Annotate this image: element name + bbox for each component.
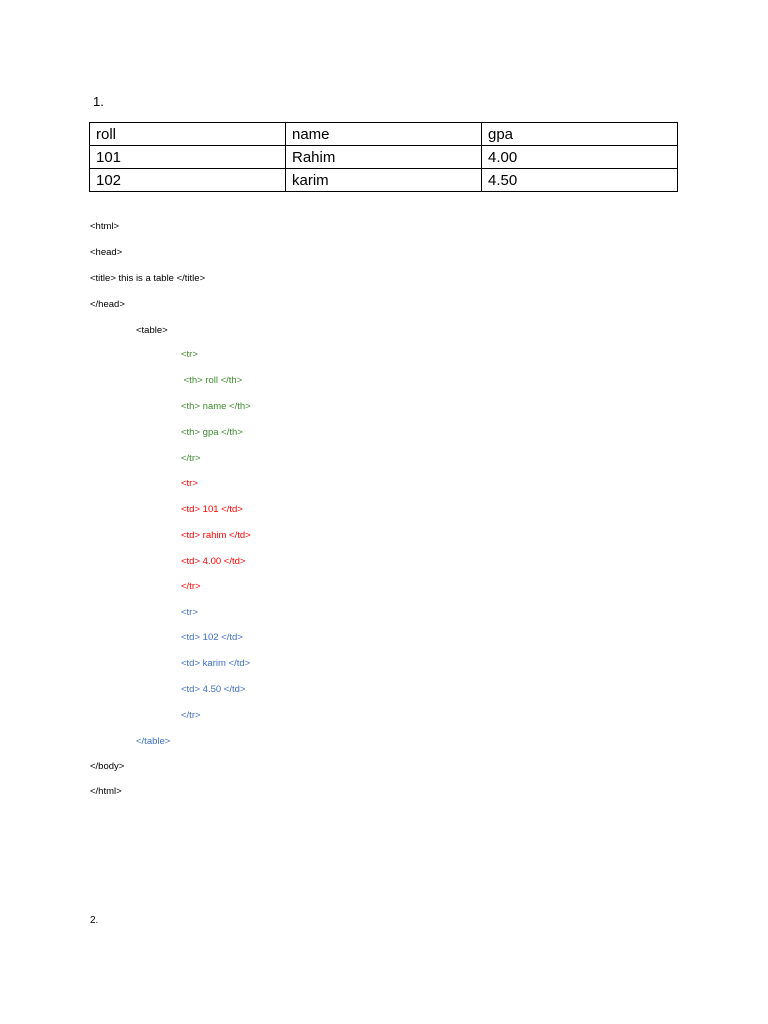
code-line-head-close: </head> [90, 299, 125, 310]
code-line-tr-open: <tr> [181, 478, 198, 489]
code-line-td-karim: <td> karim </td> [181, 658, 251, 669]
header-cell-roll: roll [90, 123, 286, 146]
code-line-title: <title> this is a table </title> [90, 273, 206, 284]
table-cell: Rahim [286, 146, 482, 169]
code-line-td-102: <td> 102 </td> [181, 632, 243, 643]
code-line-head-open: <head> [90, 247, 123, 258]
table-cell: 4.00 [482, 146, 678, 169]
code-line-html-close: </html> [90, 786, 122, 797]
code-line-tr-open: <tr> [181, 607, 198, 618]
table-row [90, 169, 678, 192]
table-cell: 101 [90, 146, 286, 169]
code-line-tr-close: </tr> [181, 581, 201, 592]
code-line-th-name: <th> name </th> [181, 401, 251, 412]
code-line-td-101: <td> 101 </td> [181, 504, 243, 515]
code-line-tr-close: </tr> [181, 453, 201, 464]
code-line-tr-open: <tr> [181, 349, 198, 360]
header-cell-gpa: gpa [482, 123, 678, 146]
code-line-html-open: <html> [90, 221, 120, 232]
code-line-td-400: <td> 4.00 </td> [181, 556, 246, 567]
code-line-td-450: <td> 4.50 </td> [181, 684, 246, 695]
code-line-td-rahim: <td> rahim </td> [181, 530, 251, 541]
table-header-row [90, 123, 678, 146]
code-line-body-close: </body> [90, 761, 125, 772]
table-cell: karim [286, 169, 482, 192]
code-line-th-roll: <th> roll </th> [181, 375, 243, 386]
student-table [89, 122, 678, 192]
section-1-number: 1. [93, 94, 104, 109]
code-line-table-open: <table> [136, 325, 168, 336]
section-2-number: 2. [90, 915, 99, 926]
header-cell-name: name [286, 123, 482, 146]
code-line-table-close: </table> [136, 736, 171, 747]
code-line-th-gpa: <th> gpa </th> [181, 427, 243, 438]
table-cell: 102 [90, 169, 286, 192]
table-row [90, 146, 678, 169]
code-line-tr-close: </tr> [181, 710, 201, 721]
table-cell: 4.50 [482, 169, 678, 192]
